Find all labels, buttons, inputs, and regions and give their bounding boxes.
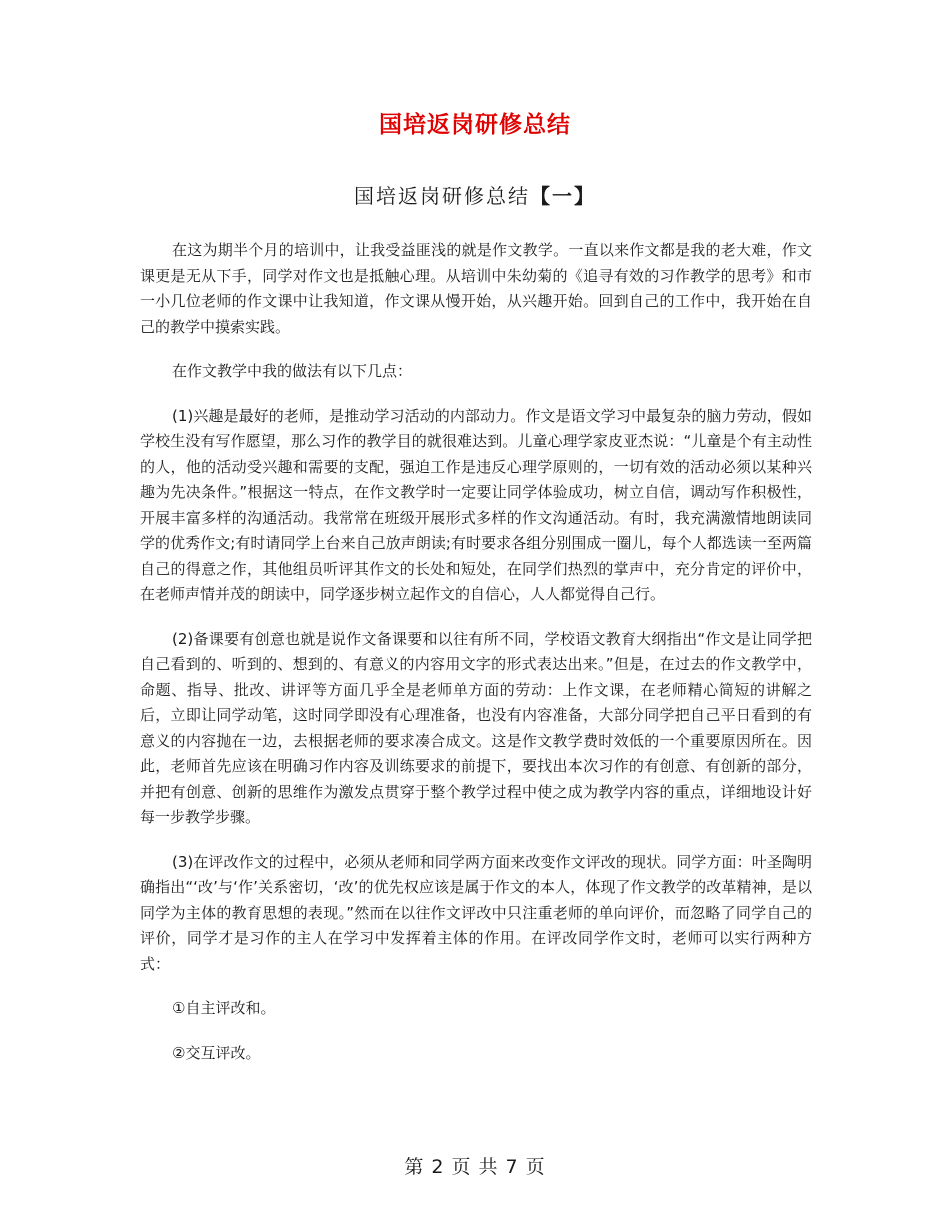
paragraph-point-2: (2)备课要有创意也就是说作文备课要和以往有所不同，学校语文教育大纲指出“作文是让同学把自己看到的、听到的、想到的、有意义的内容用文字的形式表达出来。”但是，在过去的作文教学中，命题、指导、批改、讲评等方面几乎全是老师单方面的劳动：上作文课，在老师精心简短的讲解之后，立即让同学动笔，这时同学即没有心理准备，也没有内容准备，大部分同学把自己平日看到的有意义的内容抛在一边，去根据老师的要求凑合成文。这是作文教学费时效低的一个重要原因所在。因此，老师首先应该在明确习作内容及训练要求的前提下，要找出本次习作的有创意、有创新的部分，并把有创意、创新的思维作为激发点贯穿于整个教学过程中使之成为教学内容的重点，详细地设计好每一步教学步骤。 (140, 629, 812, 826)
list-item-self-review: ①自主评改和。 (172, 999, 276, 1017)
section-title-text: 国培返岗研修总结 (354, 184, 530, 208)
page-number-footer: 第 2 页 共 7 页 (404, 1156, 546, 1178)
document-body (140, 238, 812, 1085)
section-title (0, 180, 950, 209)
list-item-peer-review: ②交互评改。 (172, 1043, 261, 1062)
paragraph-point-1: (1)兴趣是最好的老师，是推动学习活动的内部动力。作文是语文学习中最复杂的脑力劳动，假如学校生没有写作愿望，那么习作的教学目的就很难达到。儿童心理学家皮亚杰说：“儿童是个有主动性的人，他的活动受兴趣和需要的支配，强迫工作是违反心理学原则的，一切有效的活动必须以某种兴趣为先决条件。”根据这一特点，在作文教学时一定要让同学体验成功，树立自信，调动写作积极性，开展丰富多样的沟通活动。我常常在班级开展形式多样的作文沟通活动。有时，我充满激情地朗读同学的优秀作文;有时请同学上台来自己放声朗读;有时要求各组分别围成一圈儿，每个人都选读一至两篇自己的得意之作，其他组员听评其作文的长处和短处，在同学们热烈的掌声中，充分肯定的评价中，在老师声情并茂的朗读中，同学逐步树立起作文的自信心，人人都觉得自己行。 (140, 406, 812, 603)
paragraph-methods-lead: 在作文教学中我的做法有以下几点： (172, 362, 413, 380)
paragraph-point-3: (3)在评改作文的过程中，必须从老师和同学两方面来改变作文评改的现状。同学方面：叶圣陶明确指出“‘改’与‘作’关系密切，‘改’的优先权应该是属于作文的本人，体现了作文教学的改革精神，是以同学为主体的教育思想的表现。”然而在以往作文评改中只注重老师的单向评价，而忽略了同学自己的评价，同学才是习作的主人在学习中发挥着主体的作用。在评改同学作文时，老师可以实行两种方式： (140, 852, 812, 973)
paragraph-intro: 在这为期半个月的培训中，让我受益匪浅的就是作文教学。一直以来作文都是我的老大难，作文课更是无从下手，同学对作文也是抵触心理。从培训中朱幼菊的《追寻有效的习作教学的思考》和市一小几位老师的作文课中让我知道，作文课从慢开始，从兴趣开始。回到自己的工作中，我开始在自己的教学中摸索实践。 (140, 241, 812, 336)
section-title-number: 【一】 (530, 184, 596, 208)
document-title: 国培返岗研修总结 (379, 112, 571, 138)
